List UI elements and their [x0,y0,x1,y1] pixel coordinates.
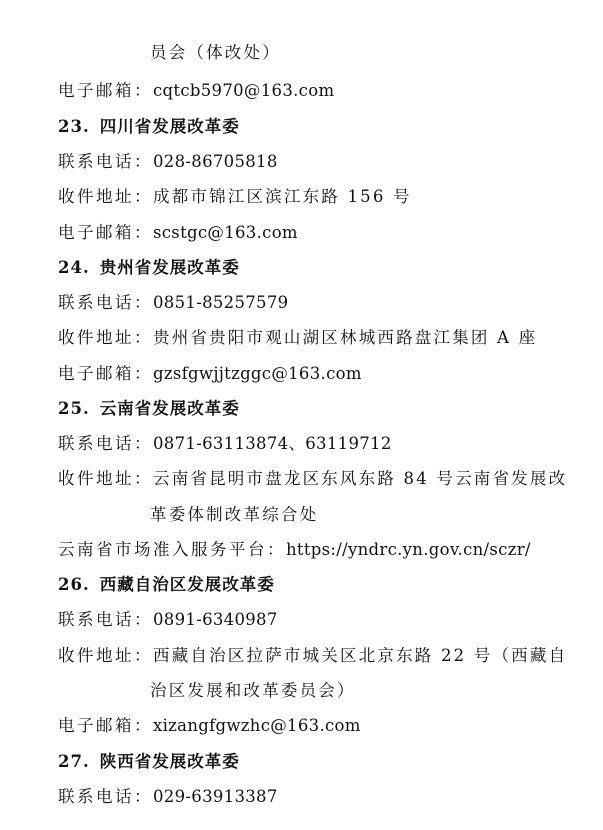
phone-row-guizhou [58,292,583,314]
address-continuation-chongqing: 员会（体改处） [150,43,281,62]
address-value: 贵州省贵阳市观山湖区林城西路盘江集团 A 座 [153,328,538,347]
platform-row-yunnan [58,539,583,561]
platform-label: 云南省市场准入服务平台： [58,540,286,559]
address-label: 收件地址： [58,469,153,488]
email-row-xizang [58,715,583,737]
address-value: 成都市锦江区滨江东路 156 号 [153,187,412,206]
section-number: 27. [58,752,90,771]
address-value: 西藏自治区拉萨市城关区北京东路 22 号（西藏自 [153,646,568,665]
section-heading-26 [58,574,583,596]
address-value: 云南省昆明市盘龙区东风东路 84 号云南省发展改 [153,469,568,488]
email-value: gzsfgwjjtzggc@163.com [153,364,362,383]
email-row-chongqing [58,80,583,102]
email-label: 电子邮箱： [58,364,153,383]
address-row-xizang [58,645,583,667]
phone-label: 联系电话： [58,610,153,629]
phone-label: 联系电话： [58,293,153,312]
email-label: 电子邮箱： [58,716,153,735]
address-row-sichuan [58,186,583,208]
section-heading-24 [58,257,583,279]
email-value: cqtcb5970@163.com [153,81,335,100]
phone-row-xizang [58,609,583,631]
section-number: 26. [58,575,90,594]
section-number: 23. [58,117,90,136]
email-row-guizhou [58,363,583,385]
email-value: scstgc@163.com [153,223,298,242]
phone-row-sichuan [58,151,583,173]
section-heading-23 [58,116,583,138]
section-number: 24. [58,258,90,277]
email-row-sichuan [58,222,583,244]
section-title: 四川省发展改革委 [99,117,240,136]
address-continuation-yunnan: 革委体制改革综合处 [150,505,319,524]
section-title: 贵州省发展改革委 [99,258,240,277]
address-continuation-xizang: 治区发展和改革委员会） [150,681,356,700]
email-value: xizangfgwzhc@163.com [153,716,361,735]
section-number: 25. [58,399,90,418]
email-label: 电子邮箱： [58,223,153,242]
phone-row-yunnan [58,433,583,455]
address-row-guizhou [58,327,583,349]
section-title: 云南省发展改革委 [99,399,240,418]
platform-url: https://yndrc.yn.gov.cn/sczr/ [286,540,531,559]
phone-value: 029-63913387 [153,787,278,806]
phone-label: 联系电话： [58,152,153,171]
address-row-yunnan [58,468,583,490]
phone-value: 0891-6340987 [153,610,278,629]
email-label: 电子邮箱： [58,81,153,100]
phone-value: 0871-63113874、63119712 [153,434,392,453]
phone-row-shaanxi [58,786,583,808]
address-label: 收件地址： [58,187,153,206]
address-label: 收件地址： [58,646,153,665]
section-title: 西藏自治区发展改革委 [99,575,275,594]
phone-value: 028-86705818 [153,152,278,171]
phone-value: 0851-85257579 [153,293,289,312]
phone-label: 联系电话： [58,787,153,806]
address-label: 收件地址： [58,328,153,347]
section-heading-27 [58,751,583,773]
section-heading-25 [58,398,583,420]
phone-label: 联系电话： [58,434,153,453]
section-title: 陕西省发展改革委 [99,752,240,771]
